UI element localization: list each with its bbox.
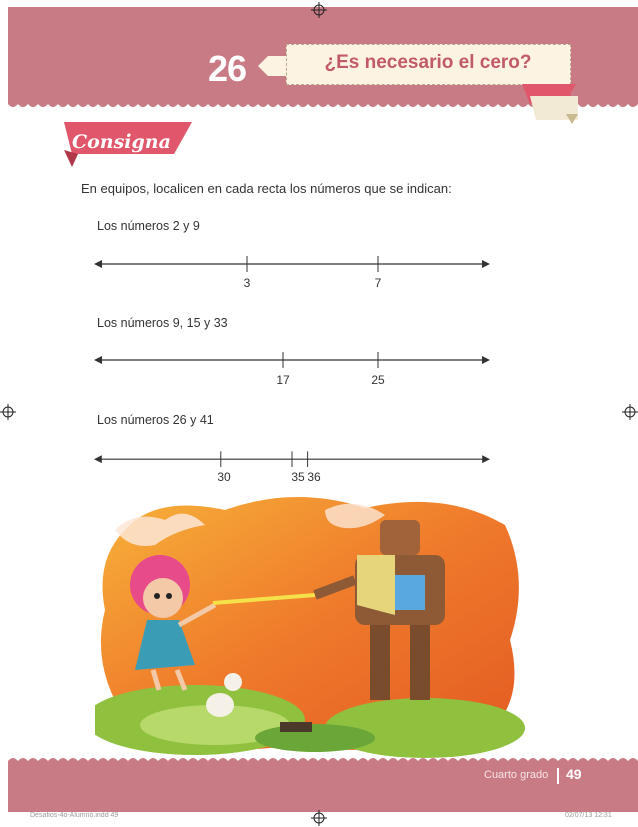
grade-label: Cuarto grado	[484, 769, 549, 781]
tick-label: 35	[291, 470, 305, 484]
tick-label: 17	[276, 373, 290, 387]
illustration	[95, 490, 525, 760]
number-line-2	[94, 348, 490, 388]
print-date: 02/07/13 12:31	[565, 812, 612, 819]
title-ribbon-icon	[520, 84, 578, 124]
tick-label: 25	[371, 373, 385, 387]
footer-divider	[557, 768, 559, 784]
arrow-icon	[258, 56, 288, 76]
tick-label: 7	[374, 276, 382, 290]
registration-mark-icon	[311, 2, 327, 18]
instruction-text: En equipos, localicen en cada recta los números que se indican:	[81, 181, 452, 196]
number-line-1	[94, 252, 490, 292]
file-info: Desafios-4o-Alumno.indd 49	[30, 812, 119, 819]
exercise-2-prompt: Los números 9, 15 y 33	[97, 316, 228, 330]
registration-mark-icon	[311, 810, 327, 826]
page-number: 49	[566, 766, 582, 782]
tick-label: 36	[307, 470, 321, 484]
exercise-3-prompt: Los números 26 y 41	[97, 413, 214, 427]
tick-label: 3	[243, 276, 251, 290]
tick-label: 30	[217, 470, 231, 484]
registration-mark-icon	[0, 404, 16, 420]
lesson-title: ¿Es necesario el cero?	[324, 52, 532, 73]
registration-mark-icon	[622, 404, 638, 420]
lesson-number: 26	[207, 48, 247, 89]
exercise-1-prompt: Los números 2 y 9	[97, 219, 200, 233]
consigna-label: Consigna	[72, 131, 171, 153]
